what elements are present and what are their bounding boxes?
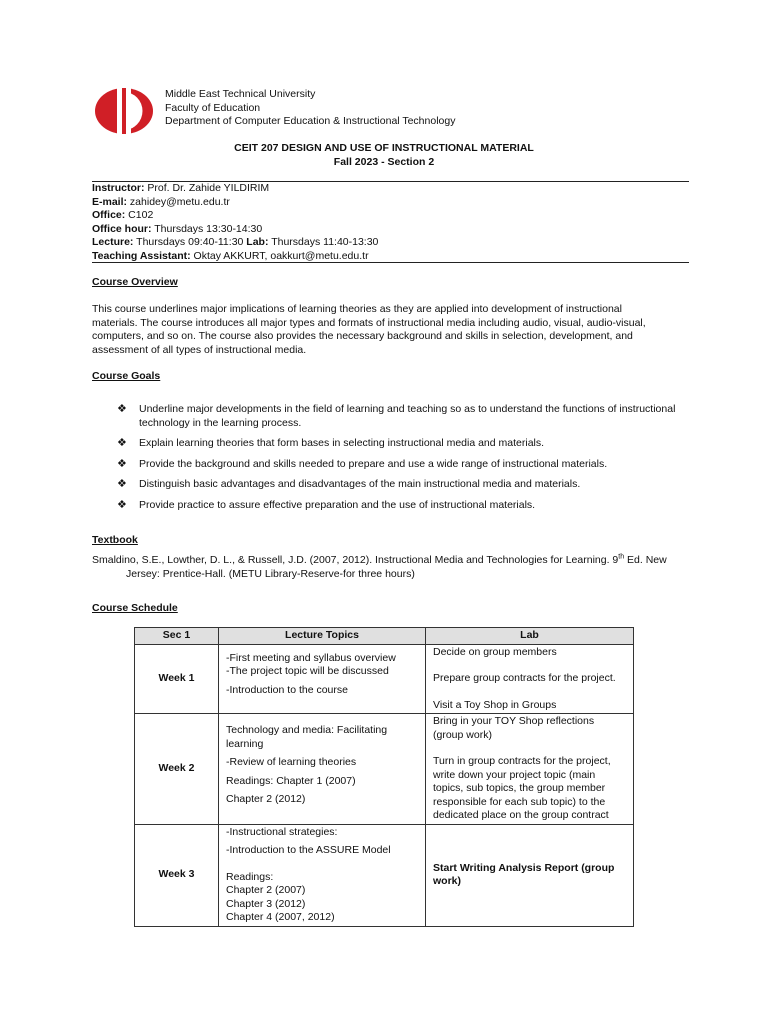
goal-text: Explain learning theories that form bases in selecting instructional media and materials. (139, 437, 545, 449)
course-info (92, 182, 378, 263)
lab-label: Lab: (246, 236, 269, 248)
goal-item (117, 403, 697, 430)
goal-text: Distinguish basic advantages and disadvantages of the main instructional media and materials. (139, 478, 581, 490)
diamond-bullet-icon: ❖ (117, 437, 127, 449)
topic-line: -First meeting and syllabus overview (226, 651, 396, 664)
university-name: Middle East Technical University (165, 88, 316, 100)
lab-line: Decide on group members (433, 645, 557, 658)
diamond-bullet-icon: ❖ (117, 403, 127, 415)
metu-logo (93, 86, 155, 136)
goal-item (117, 458, 697, 472)
spacer (433, 742, 626, 755)
office-hour-line (92, 223, 378, 237)
course-title: CEIT 207 DESIGN AND USE OF INSTRUCTIONAL MATERIAL (234, 142, 534, 154)
topic-line: -Introduction to the ASSURE Model (226, 844, 391, 856)
lab-line: Start Writing Analysis Report (group (433, 861, 615, 874)
spacer (433, 659, 626, 672)
lab-cell (426, 714, 634, 825)
email-line (92, 196, 378, 210)
lab-line: Visit a Toy Shop in Groups (433, 698, 557, 711)
topics-cell (219, 644, 426, 714)
lab-cell (426, 644, 634, 714)
office-line (92, 209, 378, 223)
office-hour-value: Thursdays 13:30-14:30 (151, 222, 263, 235)
topic-line: Chapter 2 (2007) (226, 884, 306, 896)
topic-line: Chapter 2 (2012) (226, 793, 306, 805)
department-name: Department of Computer Education & Instructional Technology (165, 115, 456, 127)
course-term: Fall 2023 - Section 2 (333, 155, 435, 168)
lecture-label: Lecture: (92, 236, 134, 248)
goal-item (117, 478, 697, 492)
lab-line: dedicated place on the group contract (433, 809, 609, 821)
office-value: C102 (125, 209, 154, 221)
ta-value: Oktay AKKURT, oakkurt@metu.edu.tr (190, 249, 369, 262)
course-title-block (0, 142, 768, 169)
email-value: zahidey@metu.edu.tr (127, 195, 230, 208)
ta-label: Teaching Assistant: (92, 249, 191, 262)
office-hour-label: Office hour: (92, 222, 152, 235)
table-row (135, 824, 634, 926)
instructor-label: Instructor: (92, 182, 145, 194)
lab-line: Turn in group contracts for the project, (433, 755, 611, 767)
topic-line: Chapter 4 (2007, 2012) (226, 911, 335, 923)
topic-line: -Instructional strategies: (226, 825, 338, 838)
lab-line: write down your project topic (main (433, 768, 596, 781)
faculty-name: Faculty of Education (165, 101, 261, 114)
citation-text: Smaldino, S.E., Lowther, D. L., & Russell, J.D. (2007, 2012). Instructional Media and Technologies for Learning. 9 (92, 554, 619, 566)
spacer (226, 858, 418, 871)
office-label: Office: (92, 209, 126, 221)
goal-text: Provide the background and skills needed to prepare and use a wide range of instructional materials. (139, 457, 608, 470)
table-row (135, 644, 634, 714)
lecture-line (92, 236, 378, 250)
week-cell: Week 2 (135, 714, 219, 825)
lab-line: Prepare group contracts for the project. (433, 672, 616, 684)
topic-line: Technology and media: Facilitating (226, 724, 388, 736)
lab-line: (group work) (433, 728, 492, 741)
schedule-heading: Course Schedule (92, 602, 178, 614)
overview-line: This course underlines major implications of learning theories as they are applied into development of instructional (92, 303, 622, 315)
overview-line: materials. The course introduces all major types and formats of instructional media including audio, visual, audio-visual, (92, 316, 646, 329)
divider-bottom (92, 262, 689, 263)
textbook-heading: Textbook (92, 534, 138, 546)
diamond-bullet-icon: ❖ (117, 498, 127, 511)
email-label: E-mail: (92, 195, 128, 208)
topic-line: Chapter 3 (2012) (226, 897, 306, 910)
ta-line (92, 250, 378, 264)
lecture-value: Thursdays 09:40-11:30 (133, 236, 247, 248)
instructor-value: Prof. Dr. Zahide YILDIRIM (144, 182, 270, 194)
citation-line-1 (92, 554, 692, 568)
column-header: Lecture Topics (219, 628, 426, 645)
goal-text: Provide practice to assure effective preparation and the use of instructional materials. (139, 498, 536, 511)
institution-header (165, 88, 455, 129)
citation-line-2: Jersey: Prentice-Hall. (METU Library-Reserve-for three hours) (126, 567, 415, 580)
lab-line: work) (433, 875, 462, 887)
topic-line: -The project topic will be discussed (226, 665, 389, 677)
diamond-bullet-icon: ❖ (117, 478, 127, 490)
goals-heading: Course Goals (92, 370, 161, 382)
edition-superscript: th (618, 553, 625, 561)
textbook-citation (92, 554, 692, 581)
overview-paragraph (92, 303, 692, 357)
topic-line: -Introduction to the course (226, 683, 348, 696)
goal-item (117, 499, 697, 513)
lab-line: responsible for each sub topic) to the (433, 795, 606, 808)
overview-line: assessment of all types of instructional media. (92, 343, 307, 356)
goal-item (117, 437, 697, 451)
topic-line: learning (226, 737, 264, 750)
goal-text: Underline major developments in the field of learning and teaching so as to understand the functions of instructional technology in the learning process. (139, 403, 676, 429)
table-header-row (135, 628, 634, 645)
topics-cell (219, 824, 426, 926)
diamond-bullet-icon: ❖ (117, 457, 127, 470)
table-row (135, 714, 634, 825)
topic-line: Readings: Chapter 1 (2007) (226, 774, 356, 787)
week-cell: Week 1 (135, 644, 219, 714)
topics-cell (219, 714, 426, 825)
schedule-table (134, 627, 634, 927)
citation-text: Ed. New (624, 554, 667, 566)
topic-line: Readings: (226, 870, 274, 883)
overview-heading: Course Overview (92, 276, 178, 288)
instructor-line (92, 182, 378, 196)
lab-line: topics, sub topics, the group member (433, 782, 606, 794)
lab-cell (426, 824, 634, 926)
week-cell: Week 3 (135, 824, 219, 926)
overview-line: computers, and so on. The course also provides the necessary background and skills in selection, development, and (92, 330, 633, 342)
column-header: Lab (426, 628, 634, 645)
lab-line: Bring in your TOY Shop reflections (433, 715, 595, 727)
topic-line: -Review of learning theories (226, 756, 357, 768)
column-header: Sec 1 (135, 628, 219, 645)
goals-list (117, 403, 697, 519)
spacer (433, 686, 626, 699)
lab-value: Thursdays 11:40-13:30 (268, 236, 379, 248)
